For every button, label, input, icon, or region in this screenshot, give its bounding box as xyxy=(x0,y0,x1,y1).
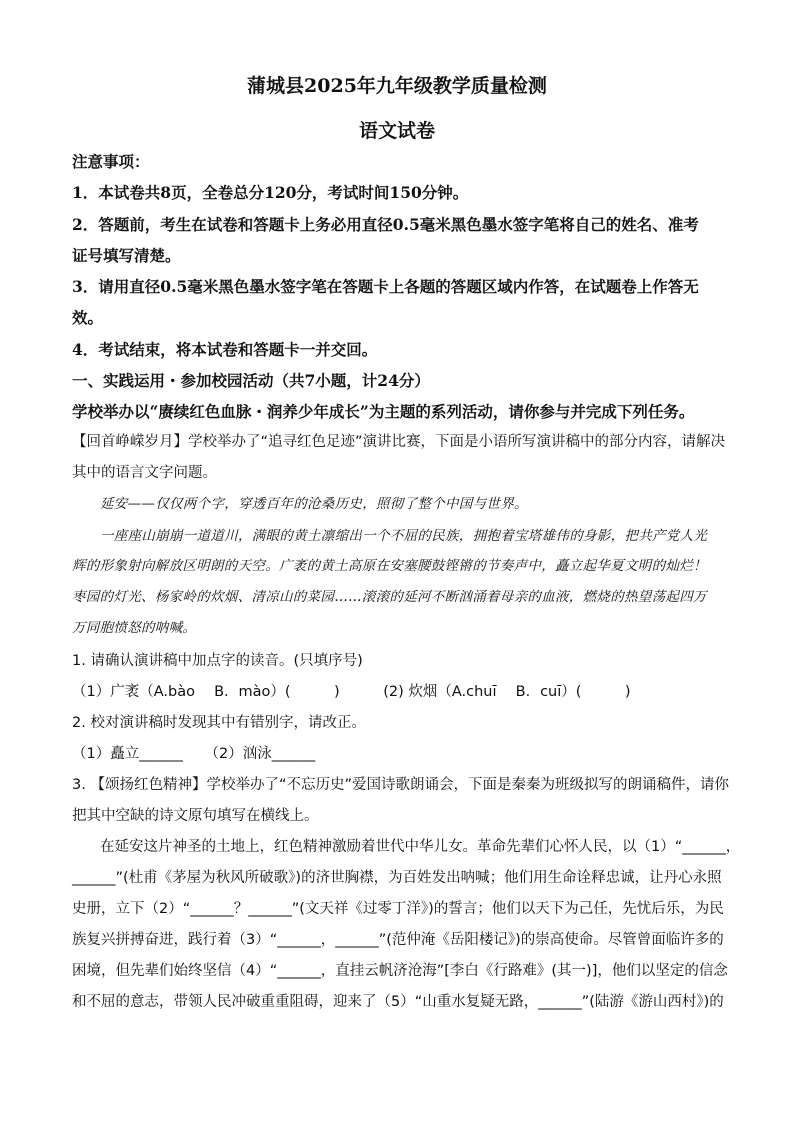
speech-passage-line4: 枣园的灯光、杨家岭的炊烟、清凉山的菜园……滚滚的延河不断汹涌着母亲的血液，燃烧的热望荡起四万 xyxy=(72,589,707,605)
note-3-line1: 3．请用直径0.5毫米黑色墨水签字笔在答题卡上各题的答题区域内作答，在试题卷上作答无 xyxy=(72,277,699,296)
question-1: 1. 请确认演讲稿中加点字的读音。(只填序号) xyxy=(72,653,363,669)
task1-line2: 其中的语言文字问题。 xyxy=(72,465,217,481)
note-3-line2: 效。 xyxy=(72,308,104,327)
note-2-line1: 2．答题前，考生在试卷和答题卡上务必用直径0.5毫米黑色墨水签字笔将自己的姓名、准考 xyxy=(72,215,699,234)
question-1-options: （1）广袤（A.bào B．mào）( ) (2) 炊烟（A.chuī B．cuī）( ) xyxy=(72,684,631,700)
question-3-passage-line3: 史册，立下（2）“______？______”(文天祥《过零丁洋》)的誓言；他们以天下为己任，先忧后乐，为民 xyxy=(72,901,724,917)
question-3-passage-line6: 和不屈的意志，带领人民冲破重重阻碍，迎来了（5）“山重水复疑无路，______”(陆游《游山西村》)的 xyxy=(72,994,724,1010)
question-3-passage-line1: 在延安这片神圣的土地上，红色精神激励着世代中华儿女。革命先辈们心怀人民，以（1）“______， xyxy=(100,839,741,855)
speech-passage-line1: 延安——仅仅两个字，穿透百年的沧桑历史，照彻了整个中国与世界。 xyxy=(100,496,528,512)
question-2-options: （1）矗立______ （2）汹泳______ xyxy=(72,746,316,762)
question-3-passage-line4: 族复兴拼搏奋进，践行着（3）“______，______”(范仲淹《岳阳楼记》)的崇高使命。尽管曾面临许多的 xyxy=(72,932,724,948)
speech-passage-line5: 万同胞愤怒的呐喊。 xyxy=(72,620,197,636)
question-3-line1: 3. 【颂扬红色精神】学校举办了“不忘历史”爱国诗歌朗诵会，下面是秦秦为班级拟写的朗诵稿件，请你 xyxy=(72,777,729,793)
speech-passage-line2: 一座座山崩崩一道道川，满眼的黄土凛缩出一个不屈的民族，拥抱着宝塔雄伟的身影，把共产党人光 xyxy=(100,528,708,544)
page-title: 蒲城县2025年九年级教学质量检测 xyxy=(247,75,547,97)
section-heading: 一、实践运用・参加校园活动（共7小题，计24分） xyxy=(72,371,430,390)
question-3-line2: 把其中空缺的诗文原句填写在横线上。 xyxy=(72,808,319,824)
question-3-passage-line5: 困境，但先辈们始终坚信（4）“______，直挂云帆济沧海”[李白《行路难》(其一)]，他们以坚定的信念 xyxy=(72,963,728,979)
question-2: 2. 校对演讲稿时发现其中有错别字，请改正。 xyxy=(72,715,366,731)
page-subtitle: 语文试卷 xyxy=(358,120,435,142)
notes-heading: 注意事项： xyxy=(72,152,150,171)
note-4: 4．考试结束，将本试卷和答题卡一并交回。 xyxy=(72,340,378,359)
section-intro: 学校举办以“赓续红色血脉・润养少年成长”为主题的系列活动，请你参与并完成下列任务。 xyxy=(72,402,695,421)
question-3-passage-line2: ______”(杜甫《茅屋为秋风所破歌》)的济世胸襟，为百姓发出呐喊；他们用生命诠释忠诚，让丹心永照 xyxy=(72,870,722,886)
note-1: 1．本试卷共8页，全卷总分120分，考试时间150分钟。 xyxy=(72,183,469,202)
note-2-line2: 证号填写清楚。 xyxy=(72,246,181,265)
task1-line1: 【回首峥嵘岁月】学校举办了“追寻红色足迹”演讲比赛，下面是小语所写演讲稿中的部分内容，请解决 xyxy=(72,434,726,450)
speech-passage-line3: 辉的形象射向解放区明朗的天空。广袤的黄土高原在安塞腰鼓铿锵的节奏声中，矗立起华夏文明的灿烂！ xyxy=(72,558,707,574)
